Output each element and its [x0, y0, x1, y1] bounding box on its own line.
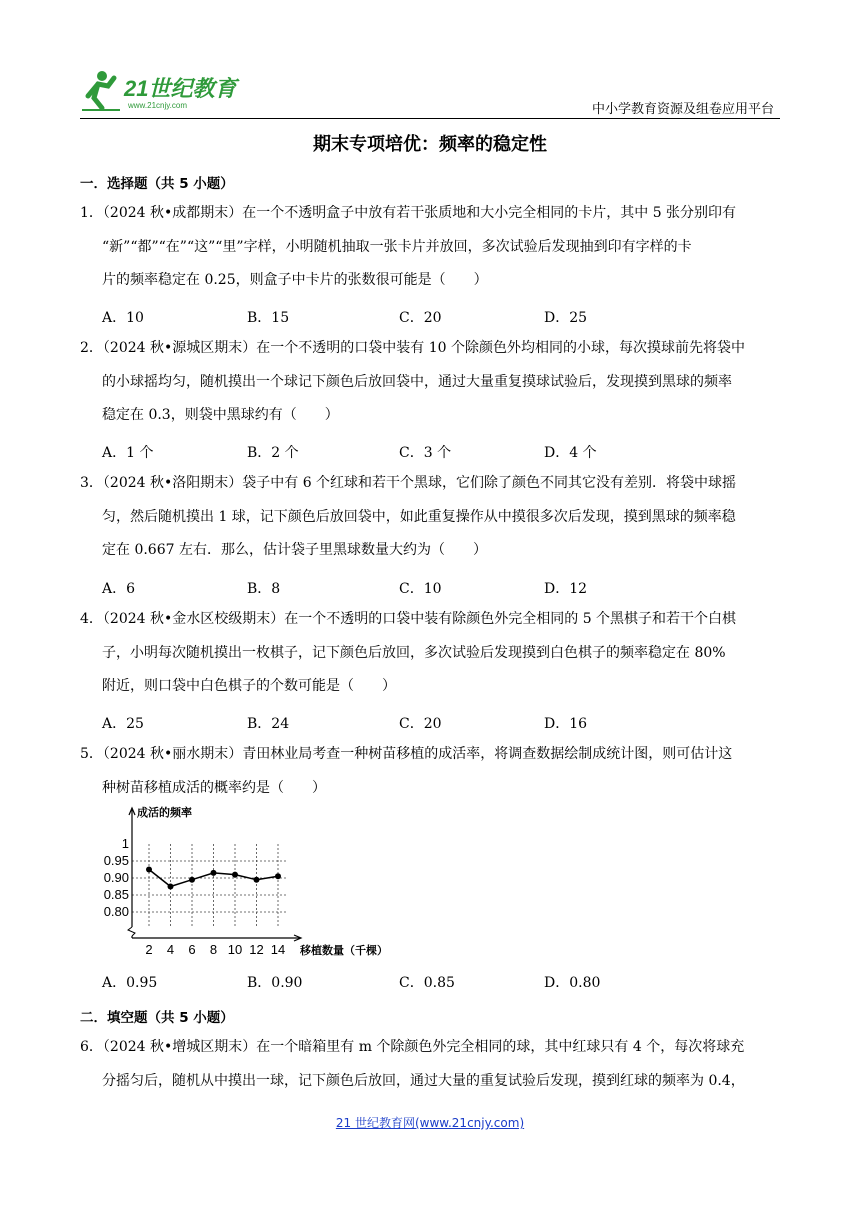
option-c[interactable]: C．10	[399, 581, 442, 597]
data-point	[146, 867, 152, 873]
data-point	[211, 870, 217, 876]
option-d[interactable]: D．0.80	[544, 975, 601, 991]
x-tick-label: 12	[249, 942, 264, 957]
question-line: 片的频率稳定在 0.25，则盒子中卡片的张数很可能是（ ）	[102, 272, 488, 288]
y-tick-label: 0.90	[103, 870, 129, 885]
question-line: “新”“都”“在”“这”“里”字样，小明随机抽取一张卡片并放回，多次试验后发现抽到印有字样的卡	[102, 238, 692, 255]
data-point	[254, 877, 260, 883]
option-d[interactable]: D．12	[544, 581, 588, 597]
runner-icon	[82, 71, 120, 110]
question-line: 稳定在 0.3，则袋中黑球约有（ ）	[102, 407, 339, 423]
data-point	[168, 884, 174, 890]
data-point	[232, 872, 238, 878]
option-d[interactable]: D．25	[544, 310, 588, 326]
question-3	[80, 467, 780, 568]
x-tick-label: 14	[270, 942, 286, 957]
option-b[interactable]: B．24	[247, 716, 290, 732]
option-a[interactable]: A．10	[102, 310, 144, 326]
question-line: 子，小明每次随机摸出一枚棋子，记下颜色后放回，多次试验后发现摸到白色棋子的频率稳定在 80%	[102, 644, 726, 661]
option-c[interactable]: C．20	[399, 310, 442, 326]
question-2	[80, 332, 780, 433]
data-point	[189, 877, 195, 883]
section-heading-fill: 二．填空题（共 5 小题）	[80, 1010, 234, 1026]
question-1	[80, 197, 780, 298]
question-line: 2．（2024 秋•源城区期末）在一个不透明的口袋中装有 10 个除颜色外均相同的小球，每次摸球前先将袋中	[80, 340, 745, 356]
section-heading-choice: 一．选择题（共 5 小题）	[80, 176, 234, 192]
y-tick-label: 0.85	[103, 887, 129, 902]
option-a[interactable]: A．6	[102, 581, 136, 597]
option-b[interactable]: B．8	[247, 581, 281, 597]
option-b[interactable]: B．15	[247, 310, 290, 326]
logo-url: www.21cnjy.com	[128, 101, 187, 110]
x-tick-label: 2	[145, 942, 153, 957]
option-a[interactable]: A．0.95	[102, 975, 158, 991]
option-d[interactable]: D．4 个	[544, 445, 597, 461]
header-divider	[80, 118, 780, 119]
question-line: 6．（2024 秋•增城区期末）在一个暗箱里有 m 个除颜色外完全相同的球，其中红球只有 4 个，每次将球充	[80, 1039, 745, 1055]
y-axis-label: 成活的频率	[137, 806, 192, 819]
question-line: 1．（2024 秋•成都期末）在一个不透明盒子中放有若干张质地和大小完全相同的卡片，其中 5 张分别印有	[80, 205, 737, 221]
y-tick-label: 0.80	[103, 904, 129, 919]
option-b[interactable]: B．2 个	[247, 445, 299, 461]
option-a[interactable]: A．1 个	[102, 445, 154, 461]
x-tick-label: 4	[166, 942, 175, 957]
question-line: 附近，则口袋中白色棋子的个数可能是（ ）	[102, 678, 396, 694]
option-c[interactable]: C．0.85	[399, 975, 455, 991]
option-b[interactable]: B．0.90	[247, 975, 303, 991]
y-tick-label: 1	[121, 836, 129, 851]
question-line: 的小球摇均匀，随机摸出一个球记下颜色后放回袋中，通过大量重复摸球试验后，发现摸到黑球的频率	[102, 373, 732, 390]
question-line: 4．（2024 秋•金水区校级期末）在一个不透明的口袋中装有除颜色外完全相同的 5 个黑棋子和若干个白棋	[80, 611, 737, 627]
question-5	[80, 738, 780, 805]
question-line: 3．（2024 秋•洛阳期末）袋子中有 6 个红球和若干个黑球，它们除了颜色不同其它没有差别．将袋中球摇	[80, 475, 737, 491]
page-title: 期末专项培优：频率的稳定性	[313, 134, 547, 155]
platform-label: 中小学教育资源及组卷应用平台	[591, 102, 774, 117]
option-d[interactable]: D．16	[544, 716, 588, 732]
x-axis-label: 移植数量（千棵）	[300, 944, 388, 957]
question-line: 定在 0.667 左右．那么，估计袋子里黑球数量大约为（ ）	[102, 542, 487, 558]
x-tick-label: 6	[188, 942, 196, 957]
question-line: 种树苗移植成活的概率约是（ ）	[102, 779, 326, 796]
y-tick-label: 0.95	[103, 853, 129, 868]
x-tick-label: 10	[227, 942, 243, 957]
footer-link[interactable]: 21 世纪教育网(www.21cnjy.com)	[335, 1116, 525, 1130]
logo-text: 21世纪教育	[124, 76, 237, 101]
option-a[interactable]: A．25	[102, 716, 144, 732]
question-4	[80, 603, 780, 704]
x-tick-label: 8	[209, 942, 218, 957]
question-6	[80, 1031, 780, 1098]
question-line: 匀，然后随机摸出 1 球，记下颜色后放回袋中，如此重复操作从中摸很多次后发现，摸到黑球的频率稳	[102, 508, 736, 525]
survival-rate-chart	[100, 802, 390, 964]
axis-break	[128, 927, 135, 936]
question-line: 分摇匀后，随机从中摸出一球，记下颜色后放回，通过大量的重复试验后发现，摸到红球的频率为 0.4，	[102, 1072, 745, 1089]
data-point	[275, 873, 281, 879]
site-logo	[80, 66, 250, 116]
question-line: 5．（2024 秋•丽水期末）青田林业局考查一种树苗移植的成活率，将调查数据绘制成统计图，则可估计这	[80, 746, 733, 762]
option-c[interactable]: C．20	[399, 716, 442, 732]
option-c[interactable]: C．3 个	[399, 445, 452, 461]
